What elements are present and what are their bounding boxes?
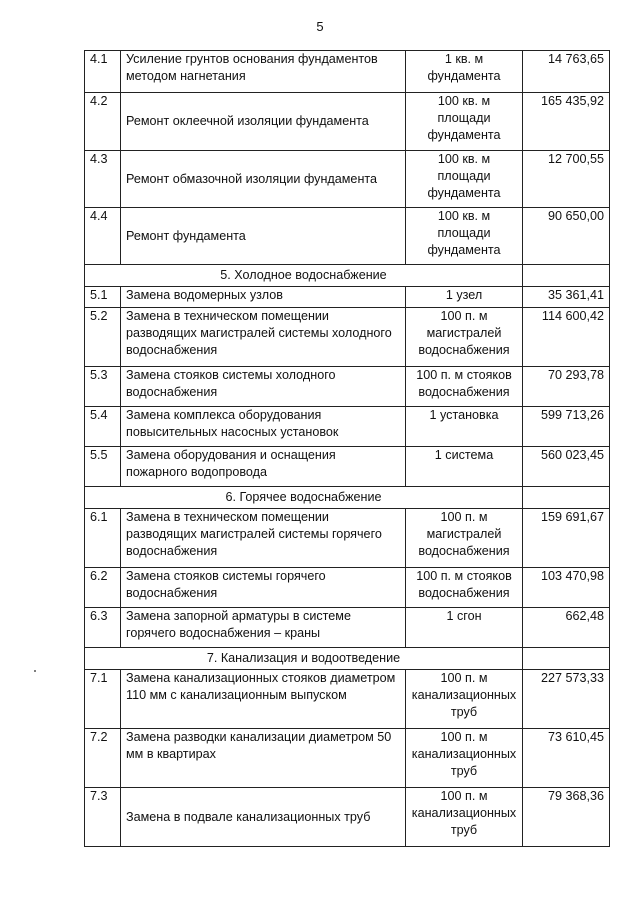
item-name: Ремонт фундамента: [121, 208, 406, 265]
table-row: [85, 447, 610, 487]
item-number: 6.2: [85, 568, 121, 608]
item-price: 662,48: [523, 608, 610, 648]
item-unit: 100 кв. м площади фундамента: [406, 151, 523, 208]
item-number: 4.2: [85, 93, 121, 151]
item-unit: 100 п. м стояков водоснабжения: [406, 568, 523, 608]
item-unit: 100 п. м канализационных труб: [406, 729, 523, 788]
table-row: [85, 151, 610, 208]
item-unit: 1 кв. м фундамента: [406, 51, 523, 93]
item-price: 35 361,41: [523, 287, 610, 308]
item-price: 12 700,55: [523, 151, 610, 208]
section-price-cell: [523, 265, 610, 287]
item-unit: 1 сгон: [406, 608, 523, 648]
table-row: [85, 788, 610, 847]
item-price: 103 470,98: [523, 568, 610, 608]
item-price: 114 600,42: [523, 308, 610, 367]
item-price: 73 610,45: [523, 729, 610, 788]
item-number: 7.3: [85, 788, 121, 847]
item-unit: 100 п. м магистралей водоснабжения: [406, 509, 523, 568]
item-unit: 100 кв. м площади фундамента: [406, 208, 523, 265]
table-row: [85, 568, 610, 608]
item-number: 4.3: [85, 151, 121, 208]
price-table: [84, 50, 610, 847]
item-name: Замена разводки канализации диаметром 50 мм в квартирах: [121, 729, 406, 788]
item-name: Замена стояков системы холодного водоснабжения: [121, 367, 406, 407]
table-row: [85, 93, 610, 151]
item-unit: 1 система: [406, 447, 523, 487]
item-price: 227 573,33: [523, 670, 610, 729]
item-unit: 1 установка: [406, 407, 523, 447]
item-unit: 100 п. м канализационных труб: [406, 670, 523, 729]
item-number: 6.1: [85, 509, 121, 568]
item-name: Замена в техническом помещении разводящих магистралей системы горячего водоснабжения: [121, 509, 406, 568]
table-row: [85, 208, 610, 265]
item-number: 5.4: [85, 407, 121, 447]
item-name: Замена в техническом помещении разводящих магистралей системы холодного водоснабжения: [121, 308, 406, 367]
section-row: [85, 648, 610, 670]
item-price: 14 763,65: [523, 51, 610, 93]
item-name: Ремонт оклеечной изоляции фундамента: [121, 93, 406, 151]
item-unit: 1 узел: [406, 287, 523, 308]
item-name: Замена канализационных стояков диаметром 110 мм с канализационным выпуском: [121, 670, 406, 729]
item-unit: 100 кв. м площади фундамента: [406, 93, 523, 151]
item-number: 6.3: [85, 608, 121, 648]
table-row: [85, 509, 610, 568]
item-name: Замена комплекса оборудования повысительных насосных установок: [121, 407, 406, 447]
item-number: 4.1: [85, 51, 121, 93]
item-number: 7.1: [85, 670, 121, 729]
item-price: 599 713,26: [523, 407, 610, 447]
item-price: 159 691,67: [523, 509, 610, 568]
item-price: 165 435,92: [523, 93, 610, 151]
page-number: 5: [316, 19, 324, 34]
item-name: Замена водомерных узлов: [121, 287, 406, 308]
item-name: Замена запорной арматуры в системе горячего водоснабжения – краны: [121, 608, 406, 648]
section-title: 6. Горячее водоснабжение: [85, 487, 523, 509]
item-name: Ремонт обмазочной изоляции фундамента: [121, 151, 406, 208]
item-unit: 100 п. м канализационных труб: [406, 788, 523, 847]
item-name: Замена в подвале канализационных труб: [121, 788, 406, 847]
scan-speck: [34, 670, 36, 672]
item-price: 560 023,45: [523, 447, 610, 487]
table-row: [85, 729, 610, 788]
item-number: 5.5: [85, 447, 121, 487]
section-price-cell: [523, 648, 610, 670]
table-row: [85, 367, 610, 407]
table-row: [85, 670, 610, 729]
item-number: 5.3: [85, 367, 121, 407]
item-unit: 100 п. м магистралей водоснабжения: [406, 308, 523, 367]
item-name: Усиление грунтов основания фундаментов методом нагнетания: [121, 51, 406, 93]
item-number: 5.2: [85, 308, 121, 367]
item-name: Замена оборудования и оснащения пожарного водопровода: [121, 447, 406, 487]
item-price: 79 368,36: [523, 788, 610, 847]
section-price-cell: [523, 487, 610, 509]
item-number: 4.4: [85, 208, 121, 265]
item-name: Замена стояков системы горячего водоснабжения: [121, 568, 406, 608]
section-title: 7. Канализация и водоотведение: [85, 648, 523, 670]
section-title: 5. Холодное водоснабжение: [85, 265, 523, 287]
table-row: [85, 308, 610, 367]
item-unit: 100 п. м стояков водоснабжения: [406, 367, 523, 407]
table-row: [85, 608, 610, 648]
section-row: [85, 487, 610, 509]
price-table-body: [85, 51, 610, 847]
section-row: [85, 265, 610, 287]
item-number: 7.2: [85, 729, 121, 788]
item-price: 90 650,00: [523, 208, 610, 265]
table-row: [85, 407, 610, 447]
item-price: 70 293,78: [523, 367, 610, 407]
table-row: [85, 287, 610, 308]
item-number: 5.1: [85, 287, 121, 308]
table-row: [85, 51, 610, 93]
